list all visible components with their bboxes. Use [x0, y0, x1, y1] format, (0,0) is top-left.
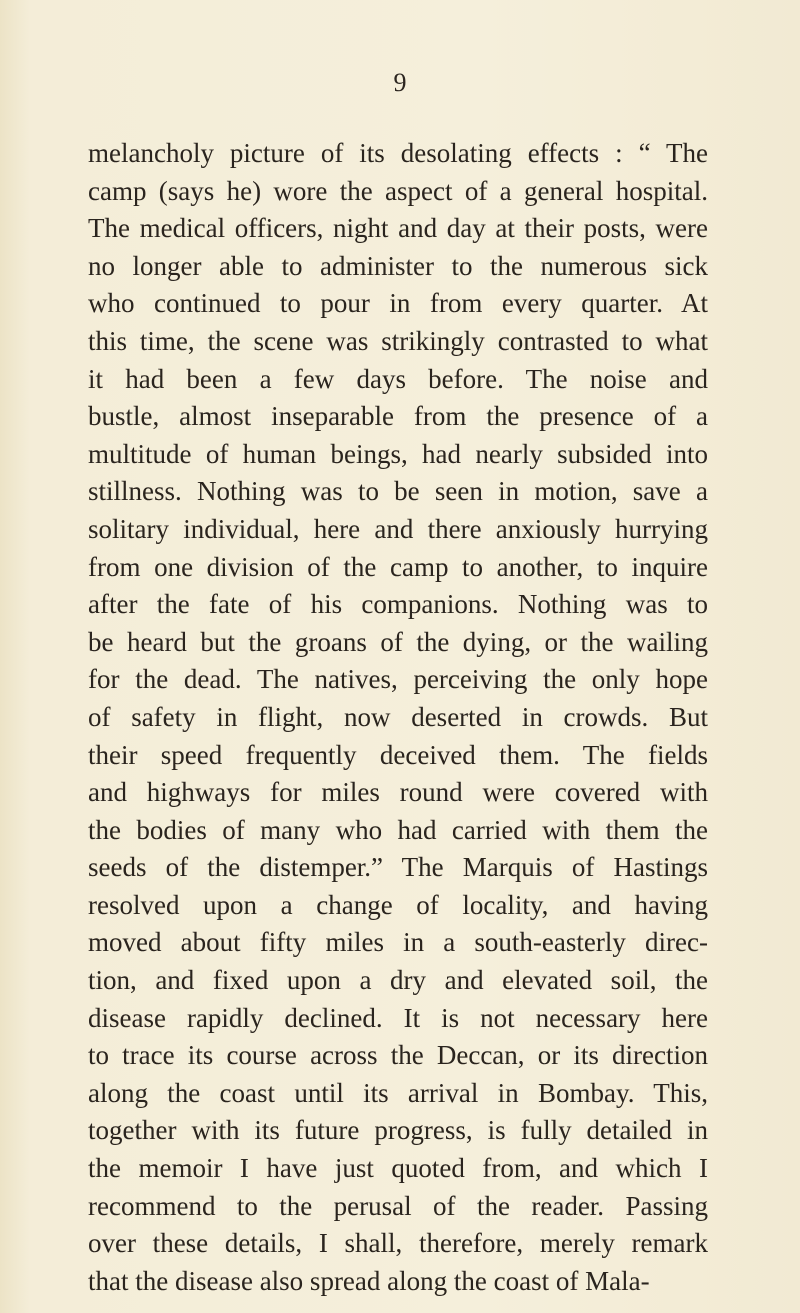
text-line: seeds of the distemper.” The Marquis of Hastings — [88, 852, 708, 883]
text-line: of safety in flight, now deserted in crowds. But — [88, 701, 708, 732]
text-line: who continued to pour in from every quarter. At — [88, 288, 708, 319]
text-line: the bodies of many who had carried with them the — [88, 814, 708, 845]
text-line: along the coast until its arrival in Bombay. This, — [88, 1077, 708, 1108]
text-line: be heard but the groans of the dying, or the wailing — [88, 626, 708, 657]
text-line: from one division of the camp to another, to inquire — [88, 551, 708, 582]
text-line: recommend to the perusal of the reader. Passing — [88, 1190, 708, 1221]
text-line: camp (says he) wore the aspect of a general hospital. — [88, 175, 708, 206]
text-line: for the dead. The natives, perceiving the only hope — [88, 664, 708, 695]
text-line: melancholy picture of its desolating effects : “ The — [88, 138, 708, 168]
text-line: after the fate of his companions. Nothing was to — [88, 589, 708, 620]
body-text — [88, 135, 708, 1300]
text-line: the memoir I have just quoted from, and which I — [88, 1153, 708, 1184]
text-line: this time, the scene was strikingly contrasted to what — [88, 325, 708, 356]
text-line: that the disease also spread along the coast of Mala- — [88, 1265, 650, 1296]
text-line: it had been a few days before. The noise and — [88, 363, 708, 394]
text-line: resolved upon a change of locality, and having — [88, 889, 708, 920]
text-line: moved about fifty miles in a south-easterly direc- — [88, 927, 708, 958]
text-line: bustle, almost inseparable from the presence of a — [88, 401, 708, 432]
text-line: multitude of human beings, had nearly subsided into — [88, 438, 708, 469]
text-line: The medical officers, night and day at their posts, were — [88, 213, 708, 244]
text-line: over these details, I shall, therefore, merely remark — [88, 1228, 708, 1259]
page-number: 9 — [393, 68, 407, 97]
text-line: and highways for miles round were covered with — [88, 777, 708, 808]
text-line: to trace its course across the Deccan, or its direction — [88, 1040, 708, 1071]
text-line: no longer able to administer to the numerous sick — [88, 250, 708, 281]
text-line: solitary individual, here and there anxiously hurrying — [88, 513, 708, 544]
text-line: stillness. Nothing was to be seen in motion, save a — [88, 476, 708, 507]
text-line: their speed frequently deceived them. The fields — [88, 739, 708, 770]
text-line: together with its future progress, is fully detailed in — [88, 1115, 708, 1146]
text-line: tion, and fixed upon a dry and elevated soil, the — [88, 965, 708, 996]
text-line: disease rapidly declined. It is not necessary here — [88, 1002, 708, 1033]
